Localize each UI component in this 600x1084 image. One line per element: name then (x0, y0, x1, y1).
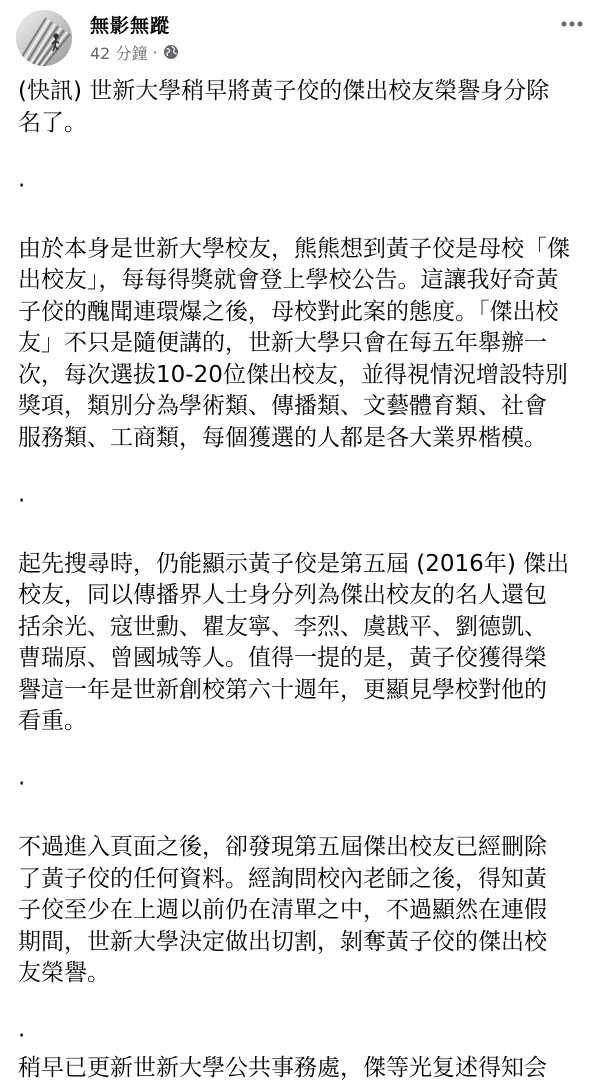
avatar-image (16, 10, 72, 66)
post-paragraph: 起先搜尋時，仍能顯示黃子佼是第五屆 (2016年) 傑出 校友，同以傳播界人士身分列為傑出校友的名人還包 括余光、寇世勳、瞿友寧、李烈、虞戡平、劉德凱、 曹瑞原、曾國城等人。值得一提的是，黃子佼獲得榮 譽這一年是世新創校第六十週年，更顯見學校對他的 看重。 (18, 549, 584, 738)
post-paragraph: 不過進入頁面之後，卻發現第五屆傑出校友已經刪除 了黃子佼的任何資料。經詢問校內老師之後，得知黃 子佼至少在上週以前仍在清單之中，不過顯然在連假 期間，世新大學決定做出切割，剝奪黃子佼的傑出校 友榮譽。 (18, 832, 584, 990)
author-name[interactable]: 無影無蹤 (90, 11, 170, 38)
post-paragraph: 由於本身是世新大學校友，熊熊想到黃子佼是母校「傑 出校友」，每每得獎就會登上學校公告。這讓我好奇黃 子佼的醜聞連環爆之後，母校對此案的態度。「傑出校 友」不只是隨便講的，世新大學只會在每五年舉辦一 次，每次選拔10-20位傑出校友，並得視情況增設特別 獎項，類別分為學術類、傳播類、文藝體育類、社會 服務類、工商類，每個獲選的人都是各大業界楷模。 (18, 234, 584, 455)
paragraph-separator: · (18, 486, 584, 518)
more-horizontal-icon (561, 21, 583, 27)
post-paragraph: (快訊) 世新大學稍早將黃子佼的傑出校友榮譽身分除 名了。 (18, 76, 584, 139)
post-body (18, 76, 584, 1084)
paragraph-separator: · (18, 1021, 584, 1053)
post-timestamp[interactable]: 42 分鐘 (90, 41, 147, 64)
avatar[interactable] (16, 10, 72, 66)
paragraph-separator: · (18, 769, 584, 801)
post-header (0, 0, 600, 76)
post-meta (90, 42, 179, 62)
more-options-button[interactable] (558, 12, 586, 36)
paragraph-separator: · (18, 171, 584, 203)
meta-separator: · (152, 43, 157, 62)
post-paragraph-truncated: 稍早已更新世新大學公共事務處，傑等光复述得知会 (18, 1053, 584, 1084)
globe-icon[interactable] (163, 44, 179, 60)
